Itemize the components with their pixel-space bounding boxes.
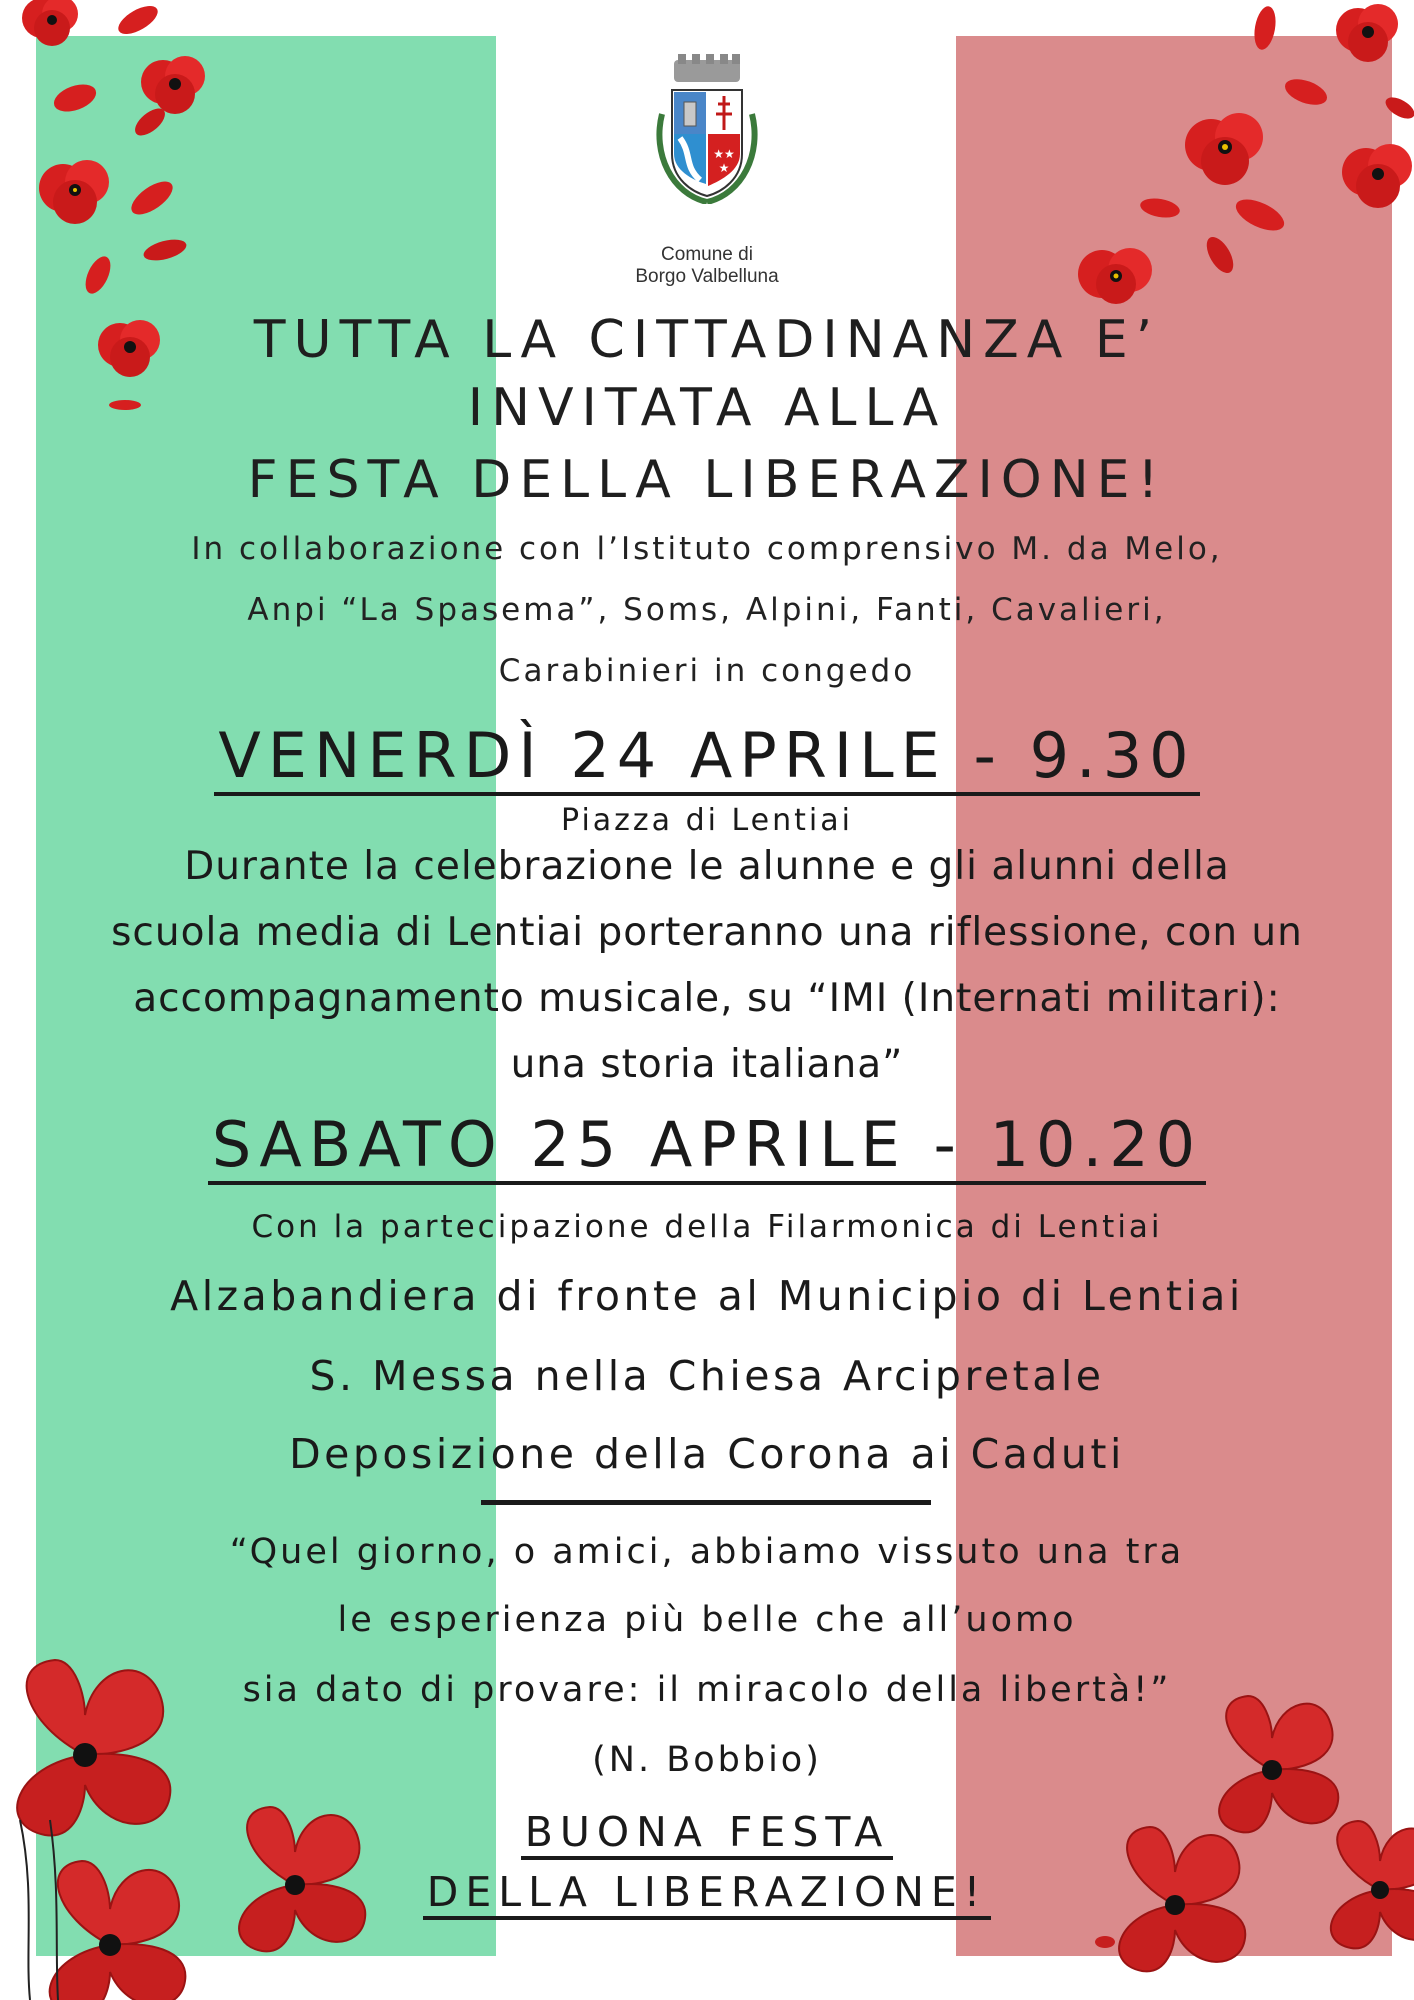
quote-line1: “Quel giorno, o amici, abbiamo vissuto una tra — [229, 1532, 1185, 1572]
event2-item3: Deposizione della Corona ai Caduti — [289, 1430, 1125, 1478]
title-line2: INVITATA ALLA — [467, 378, 947, 438]
event2-date-text: SABATO 25 APRILE - 10.20 — [208, 1108, 1206, 1185]
quote-author: (N. Bobbio) — [592, 1740, 822, 1780]
event1-desc-line3: accompagnamento musicale, su “IMI (Internati militari): — [133, 976, 1281, 1021]
collaboration-line1: In collaborazione con l’Istituto comprensivo M. da Melo, — [191, 531, 1223, 567]
svg-text:★★: ★★ — [713, 147, 735, 161]
event1-date — [0, 718, 1414, 794]
divider — [481, 1500, 931, 1505]
quote-line2: le esperienza più belle che all’uomo — [337, 1600, 1077, 1640]
footer-line2-text: DELLA LIBERAZIONE! — [423, 1868, 991, 1920]
event2-date — [0, 1107, 1414, 1183]
footer-line1-text: BUONA FESTA — [521, 1808, 894, 1860]
event1-desc-line4: una storia italiana” — [510, 1042, 904, 1087]
comune-line2: Borgo Valbelluna — [635, 266, 779, 287]
footer-line1 — [0, 1806, 1414, 1858]
quote-line3: sia dato di provare: il miracolo della libertà!” — [242, 1670, 1172, 1710]
collaboration-line2: Anpi “La Spasema”, Soms, Alpini, Fanti, Cavalieri, — [247, 592, 1167, 628]
event1-date-text: VENERDÌ 24 APRILE - 9.30 — [214, 719, 1199, 796]
footer-line2 — [0, 1866, 1414, 1918]
event1-place: Piazza di Lentiai — [561, 803, 853, 838]
event1-desc-line2: scuola media di Lentiai porteranno una riflessione, con un — [111, 910, 1303, 955]
event2-participation: Con la partecipazione della Filarmonica di Lentiai — [251, 1209, 1163, 1245]
event2-item2: S. Messa nella Chiesa Arcipretale — [309, 1352, 1105, 1400]
title-line1: TUTTA LA CITTADINANZA E’ — [253, 310, 1161, 370]
title-line3: FESTA DELLA LIBERAZIONE! — [247, 450, 1167, 510]
event1-desc-line1: Durante la celebrazione le alunne e gli alunni della — [184, 844, 1230, 889]
svg-text:★: ★ — [718, 161, 730, 175]
collaboration-line3: Carabinieri in congedo — [498, 653, 916, 689]
comune-line1: Comune di — [661, 244, 753, 265]
event2-item1: Alzabandiera di fronte al Municipio di Lentiai — [170, 1272, 1244, 1320]
